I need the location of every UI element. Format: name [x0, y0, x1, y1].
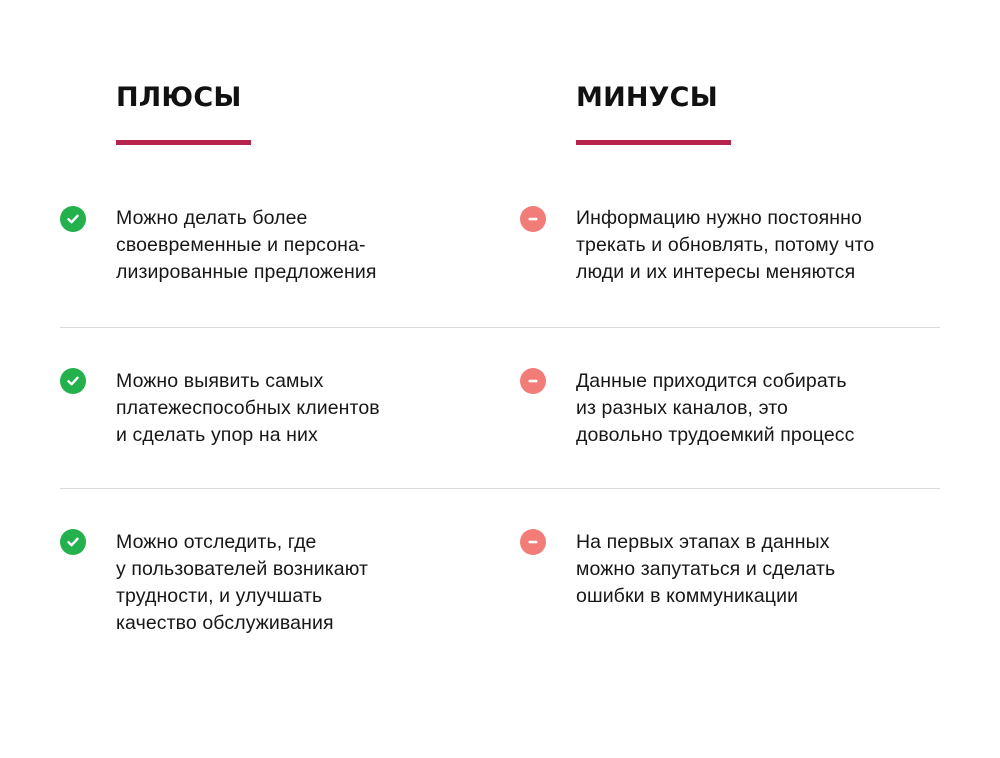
check-circle-icon — [60, 368, 86, 394]
check-circle-icon — [60, 206, 86, 232]
row-divider — [60, 488, 940, 489]
pros-heading-underline — [116, 140, 251, 145]
minus-circle-icon — [520, 368, 546, 394]
cons-item-2: Данные приходится собирать из разных каналов, это довольно трудоемкий процесс — [576, 370, 855, 446]
pros-item-3: Можно отследить, где у пользователей возникают трудности, и улучшать качество обслуживания — [116, 531, 369, 634]
check-circle-icon — [60, 529, 86, 555]
cons-heading: МИНУСЫ — [576, 82, 718, 113]
minus-circle-icon — [520, 529, 546, 555]
minus-circle-icon — [520, 206, 546, 232]
cons-heading-underline — [576, 140, 731, 145]
pros-item-2: Можно выявить самых платежеспособных клиентов и сделать упор на них — [116, 370, 380, 446]
pros-item-1: Можно делать более своевременные и персона- лизированные предложения — [116, 207, 377, 283]
cons-item-1: Информацию нужно постоянно трекать и обновлять, потому что люди и их интересы меняются — [576, 207, 875, 283]
cons-item-3: На первых этапах в данных можно запутаться и сделать ошибки в коммуникации — [576, 531, 836, 607]
row-divider — [60, 327, 940, 328]
pros-heading: ПЛЮСЫ — [116, 82, 242, 113]
